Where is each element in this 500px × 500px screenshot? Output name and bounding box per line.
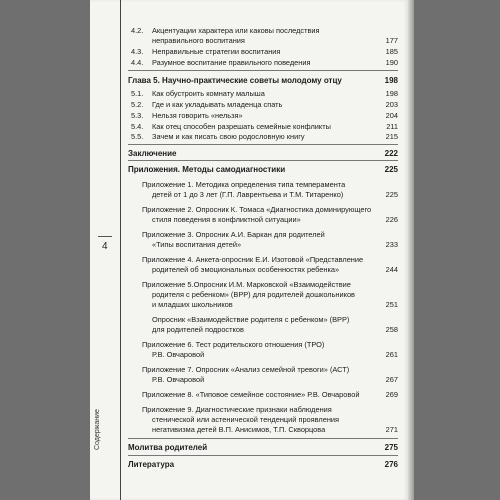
appendix-title-cont: для родителей подростков <box>152 325 244 334</box>
appendix-title-cont: и младших школьников <box>152 300 233 309</box>
appendix-page: 233 <box>385 240 398 249</box>
appendix-title-cont: «Типы воспитания детей» <box>152 240 242 249</box>
appendix-title-cont: родителей об эмоциональных особенностях ребенка» <box>152 265 340 274</box>
appendix-title-cont: Р.В. Овчаровой <box>152 350 205 359</box>
appendix-page: 244 <box>385 265 398 274</box>
page-number: 4 <box>102 241 108 252</box>
entry-title: Нельзя говорить «нельзя» <box>152 111 243 120</box>
entry-page: 198 <box>385 89 398 98</box>
section-page: 225 <box>384 165 398 174</box>
section-divider <box>128 70 398 71</box>
entry-number: 5.2. <box>131 100 144 109</box>
section-title: Приложения. Методы самодиагностики <box>128 165 286 174</box>
appendix-title-cont: детей от 1 до 3 лет (Г.П. Лаврентьева и Т.М. Титаренко) <box>152 190 344 199</box>
appendix-title: Приложение 1. Методика определения типа темперамента <box>142 180 346 189</box>
entry-title: Разумное воспитание правильного поведения <box>152 58 311 67</box>
appendix-title: Приложение 7. Опросник «Анализ семейной тревоги» (АСТ) <box>142 365 350 374</box>
section-title: Литература <box>128 460 175 469</box>
appendix-page: 251 <box>385 300 398 309</box>
section-page: 222 <box>384 149 398 158</box>
section-divider <box>128 160 398 161</box>
appendix-page: 271 <box>385 425 398 434</box>
book-page <box>90 0 408 500</box>
page-edge-shadow <box>408 0 414 500</box>
running-side-label: Содержание <box>94 409 101 450</box>
appendix-page: 261 <box>385 350 398 359</box>
entry-number: 4.3. <box>131 47 144 56</box>
appendix-title: Приложение 5.Опросник И.М. Марковской «Взаимодействие <box>142 280 351 289</box>
entry-page: 190 <box>385 58 398 67</box>
section-divider <box>128 438 398 439</box>
appendix-title-cont: Р.В. Овчаровой <box>152 375 205 384</box>
chapter-page: 198 <box>384 76 398 85</box>
entry-page: 203 <box>385 100 398 109</box>
entry-page: 177 <box>385 36 398 45</box>
appendix-page: 225 <box>385 190 398 199</box>
appendix-page: 226 <box>385 215 398 224</box>
appendix-title: Приложение 8. «Типовое семейное состояние» Р.В. Овчаровой <box>142 390 360 399</box>
entry-title: Акцентуации характера или каковы последствия <box>152 26 320 35</box>
entry-title: Где и как укладывать младенца спать <box>152 100 283 109</box>
entry-title: Как обустроить комнату малыша <box>152 89 265 98</box>
entry-number: 5.4. <box>131 122 144 131</box>
entry-title: Неправильные стратегии воспитания <box>152 47 281 56</box>
section-page: 276 <box>384 460 398 469</box>
appendix-title-cont: стенической или астенической тенденций проявления <box>152 415 340 424</box>
appendix-title-cont: негативизма детей В.П. Анисимов, Т.П. Скворцова <box>152 425 326 434</box>
appendix-title: Приложение 9. Диагностические признаки наблюдения <box>142 405 332 414</box>
page-number-divider <box>98 236 112 237</box>
entry-number: 5.3. <box>131 111 144 120</box>
entry-title: Как отец способен разрешать семейные конфликты <box>152 122 331 131</box>
appendix-title-cont: стиля поведения в конфликтной ситуации» <box>152 215 301 224</box>
entry-page: 185 <box>385 47 398 56</box>
entry-page: 211 <box>386 122 398 131</box>
chapter-title: Глава 5. Научно-практические советы молодому отцу <box>128 76 342 85</box>
entry-number: 4.2. <box>131 26 144 35</box>
appendix-page: 267 <box>385 375 398 384</box>
appendix-title: Приложение 4. Анкета-опросник Е.И. Изотовой «Представление <box>142 255 364 264</box>
margin-rule <box>120 0 121 500</box>
appendix-title-cont: родителя с ребенком» (ВРР) для родителей дошкольников <box>152 290 355 299</box>
section-title: Заключение <box>128 149 177 158</box>
section-title: Молитва родителей <box>128 443 208 452</box>
entry-number: 4.4. <box>131 58 144 67</box>
section-divider <box>128 144 398 145</box>
appendix-title: Опросник «Взаимодействие родителя с ребенком» (ВРР) <box>152 315 350 324</box>
section-divider <box>128 455 398 456</box>
appendix-title: Приложение 3. Опросник А.И. Баркан для родителей <box>142 230 325 239</box>
entry-page: 215 <box>385 132 398 141</box>
appendix-page: 269 <box>385 390 398 399</box>
appendix-title: Приложение 2. Опросник К. Томаса «Диагностика доминирующего <box>142 205 372 214</box>
entry-number: 5.1. <box>131 89 144 98</box>
entry-title-cont: неправильного воспитания <box>152 36 245 45</box>
appendix-title: Приложение 6. Тест родительского отношения (ТРО) <box>142 340 325 349</box>
entry-title: Зачем и как писать свою родословную книгу <box>152 132 305 141</box>
appendix-page: 258 <box>385 325 398 334</box>
entry-page: 204 <box>385 111 398 120</box>
entry-number: 5.5. <box>131 132 144 141</box>
section-page: 275 <box>384 443 398 452</box>
